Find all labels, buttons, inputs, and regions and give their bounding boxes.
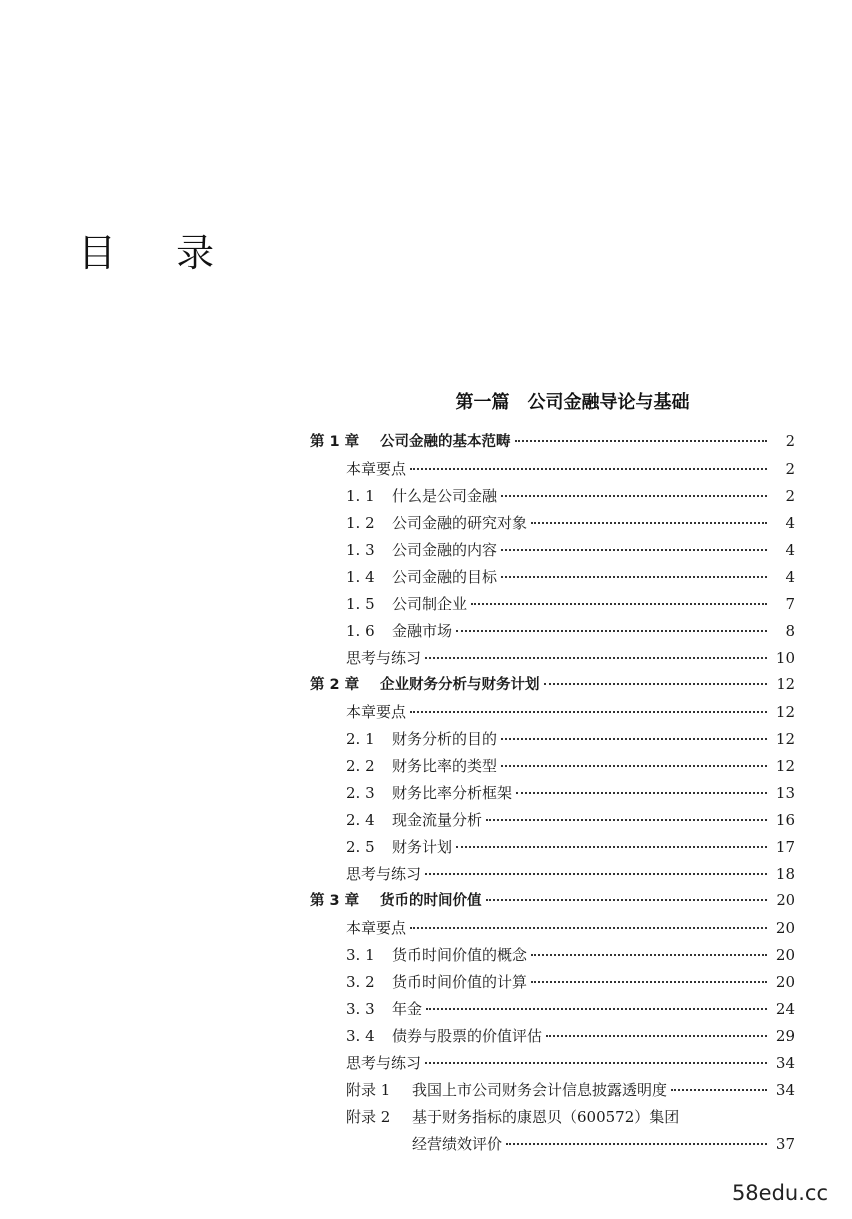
page-number: 20 (775, 973, 795, 991)
entry-title: 财务计划 (392, 838, 453, 856)
entry-title: 财务比率分析框架 (392, 784, 513, 802)
page-number: 34 (775, 1054, 795, 1072)
page-number: 16 (775, 811, 795, 829)
page-number: 17 (775, 838, 795, 856)
page-number: 20 (775, 946, 795, 964)
toc-section-entry (310, 780, 795, 807)
watermark: 58edu.cc (731, 1181, 828, 1205)
page-number: 34 (775, 1081, 795, 1099)
toc-section-entry (310, 645, 795, 672)
leader-dots (516, 792, 767, 794)
page-number: 29 (775, 1027, 795, 1045)
entry-title: 金融市场 (392, 622, 453, 640)
entry-number: 3. 4 (346, 1027, 375, 1045)
page-number: 8 (785, 622, 795, 640)
toc-section-entry (310, 861, 795, 888)
toc-section-entry (310, 1077, 795, 1104)
toc-section-entry (310, 618, 795, 645)
entry-title: 思考与练习 (346, 1054, 422, 1072)
toc-chapter-entry (310, 429, 795, 456)
toc-chapter-entry (310, 888, 795, 915)
entry-number: 1. 2 (346, 514, 375, 532)
page-number: 20 (776, 893, 795, 909)
leader-dots (410, 468, 767, 470)
entry-title: 公司金融的目标 (392, 568, 498, 586)
leader-dots (501, 765, 767, 767)
entry-title: 公司制企业 (392, 595, 468, 613)
entry-title: 本章要点 (346, 460, 407, 478)
leader-dots (410, 711, 767, 713)
toc-section-entry (310, 1104, 795, 1131)
leader-dots (486, 819, 767, 821)
page-number: 2 (785, 460, 795, 478)
entry-title: 财务比率的类型 (392, 757, 498, 775)
page-number: 7 (785, 595, 795, 613)
leader-dots (501, 549, 767, 551)
entry-title: 货币的时间价值 (380, 893, 482, 909)
leader-dots (410, 927, 767, 929)
entry-number: 第 3 章 (310, 893, 360, 909)
leader-dots (426, 1008, 767, 1010)
leader-dots (515, 440, 768, 442)
toc-section-entry (310, 591, 795, 618)
leader-dots (425, 873, 767, 875)
entry-title: 基于财务指标的康恩贝（600572）集团 (412, 1108, 680, 1126)
entry-title: 货币时间价值的计算 (392, 973, 528, 991)
entry-number: 1. 3 (346, 541, 375, 559)
entry-title: 公司金融的内容 (392, 541, 498, 559)
entry-title: 我国上市公司财务会计信息披露透明度 (412, 1081, 668, 1099)
page-number: 2 (785, 434, 795, 450)
leader-dots (501, 495, 767, 497)
toc-section-entry (310, 834, 795, 861)
page-number: 13 (775, 784, 795, 802)
entry-title: 本章要点 (346, 703, 407, 721)
page-number: 4 (785, 514, 795, 532)
leader-dots (456, 630, 767, 632)
entry-title: 公司金融的基本范畴 (380, 434, 511, 450)
entry-title: 企业财务分析与财务计划 (380, 677, 540, 693)
toc-chapter-entry (310, 672, 795, 699)
toc-section-entry (310, 699, 795, 726)
page-number: 4 (785, 568, 795, 586)
page-number: 10 (775, 649, 795, 667)
page-number: 12 (775, 730, 795, 748)
toc-section-entry (310, 753, 795, 780)
leader-dots (425, 657, 767, 659)
page-number: 12 (776, 677, 795, 693)
toc-section-entry (310, 807, 795, 834)
entry-number: 2. 2 (346, 757, 375, 775)
entry-number: 第 1 章 (310, 434, 360, 450)
entry-title: 思考与练习 (346, 865, 422, 883)
leader-dots (501, 576, 767, 578)
toc-section-entry (310, 564, 795, 591)
toc-section-entry (310, 996, 795, 1023)
entry-title: 现金流量分析 (392, 811, 483, 829)
entry-number: 3. 2 (346, 973, 375, 991)
toc-section-entry (310, 726, 795, 753)
page-number: 12 (775, 703, 795, 721)
page-number: 4 (785, 541, 795, 559)
leader-dots (531, 522, 767, 524)
entry-number: 1. 5 (346, 595, 375, 613)
leader-dots (506, 1143, 767, 1145)
entry-title: 年金 (392, 1000, 423, 1018)
leader-dots (456, 846, 767, 848)
toc-section-entry (310, 1023, 795, 1050)
entry-number: 2. 5 (346, 838, 375, 856)
entry-number: 3. 3 (346, 1000, 375, 1018)
leader-dots (531, 981, 767, 983)
page-number: 24 (775, 1000, 795, 1018)
page-number: 12 (775, 757, 795, 775)
entry-title: 公司金融的研究对象 (392, 514, 528, 532)
leader-dots (425, 1062, 767, 1064)
toc-entries (310, 429, 795, 1158)
entry-number: 第 2 章 (310, 677, 360, 693)
page-number: 2 (785, 487, 795, 505)
entry-number: 附录 2 (346, 1108, 391, 1126)
entry-title: 思考与练习 (346, 649, 422, 667)
entry-title-continued: 经营绩效评价 (412, 1135, 503, 1153)
toc-section-entry (310, 1050, 795, 1077)
toc-section-entry (310, 483, 795, 510)
page-number: 37 (775, 1135, 795, 1153)
page-number: 18 (775, 865, 795, 883)
part-heading: 第一篇 公司金融导论与基础 (455, 392, 690, 413)
toc-section-entry (310, 942, 795, 969)
entry-title: 财务分析的目的 (392, 730, 498, 748)
toc-section-entry (310, 969, 795, 996)
toc-section-entry-continued (310, 1131, 795, 1158)
entry-number: 1. 4 (346, 568, 375, 586)
page-number: 20 (775, 919, 795, 937)
table-of-contents (310, 385, 795, 1158)
toc-section-entry (310, 915, 795, 942)
leader-dots (671, 1089, 767, 1091)
toc-section-entry (310, 537, 795, 564)
leader-dots (501, 738, 767, 740)
entry-number: 1. 6 (346, 622, 375, 640)
entry-title: 债券与股票的价值评估 (392, 1027, 543, 1045)
entry-number: 附录 1 (346, 1081, 391, 1099)
leader-dots (546, 1035, 767, 1037)
entry-number: 2. 4 (346, 811, 375, 829)
entry-number: 2. 1 (346, 730, 375, 748)
page-title: 目 录 (78, 231, 239, 275)
entry-title: 本章要点 (346, 919, 407, 937)
leader-dots (544, 683, 768, 685)
entry-number: 1. 1 (346, 487, 375, 505)
leader-dots (486, 899, 768, 901)
entry-number: 3. 1 (346, 946, 375, 964)
leader-dots (531, 954, 767, 956)
entry-title: 什么是公司金融 (392, 487, 498, 505)
entry-title: 货币时间价值的概念 (392, 946, 528, 964)
toc-section-entry (310, 456, 795, 483)
entry-number: 2. 3 (346, 784, 375, 802)
leader-dots (471, 603, 767, 605)
toc-section-entry (310, 510, 795, 537)
